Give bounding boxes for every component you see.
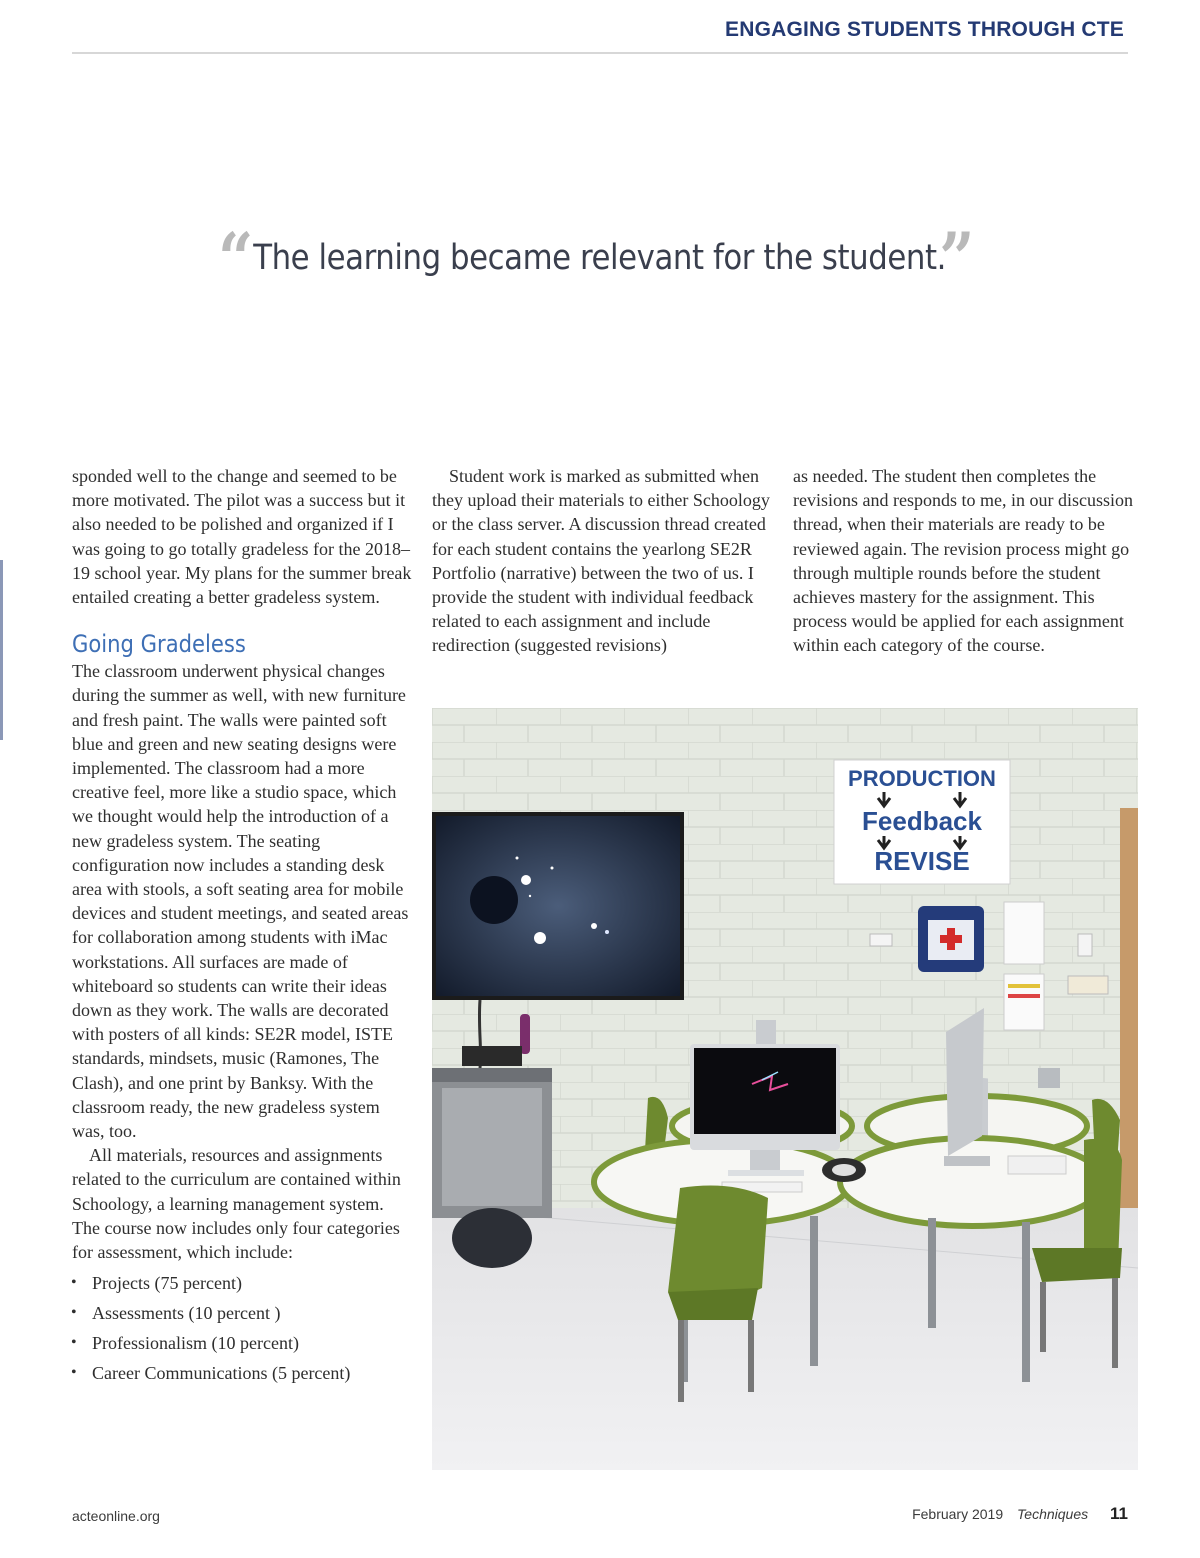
pull-quote — [0, 217, 1200, 300]
column-1 — [72, 464, 412, 1388]
column-3 — [793, 464, 1133, 658]
assessment-category-list — [72, 1268, 412, 1388]
list-item: • Projects (75 percent) — [72, 1268, 412, 1298]
column-1-paragraph-2: The classroom underwent physical changes during the summer as well, with new furniture and fresh paint. The walls were painted soft blue and green and new seating designs were implemented. The classroom had a more creative feel, more like a studio space, which we thought would help the introduction of a new gradeless system. The seating configuration now includes a standing desk area with stools, a soft seating area for mobile devices and student meetings, and seated areas for collaboration among students with iMac workstations. All surfaces are made of whiteboard so students can write their ideas down as they work. The walls are decorated with posters of all kinds: SE2R model, ISTE standards, mindsets, music (Ramones, The Clash), and one print by Banksy. With the classroom ready, the new gradeless system was, too. — [72, 661, 409, 1142]
footer-magazine-name: Techniques — [1017, 1506, 1089, 1522]
edge-marker — [0, 560, 3, 740]
page-number: 11 — [1110, 1504, 1128, 1523]
list-item: • Career Communications (5 percent) — [72, 1358, 412, 1388]
front-chair — [668, 1186, 768, 1300]
pull-quote-body — [218, 217, 975, 300]
poster-line-1: PRODUCTION — [848, 766, 996, 791]
list-item: • Assessments (10 percent ) — [72, 1298, 412, 1328]
classroom-photo — [432, 708, 1138, 1470]
classroom-illustration — [432, 708, 1138, 1470]
header-divider — [72, 52, 1128, 54]
poster-line-2: Feedback — [862, 806, 982, 836]
column-1-paragraph-3: All materials, resources and assignments related to the curriculum are contained within Schoology, a learning management system. The course now includes only four categories for assessment, which include: — [72, 1145, 401, 1263]
column-2 — [432, 464, 772, 658]
column-2-paragraph-1: Student work is marked as submitted when they upload their materials to either Schoology or the class server. A discussion thread created for each student contains the yearlong SE2R Portfolio (narrative) between the two of us. I provide the student with individual feedback related to each assignment and include redirection (suggested revisions) — [432, 466, 770, 656]
door-frame — [1120, 808, 1138, 1278]
section-heading: Going Gradeless — [72, 630, 246, 659]
open-quote-icon: “ — [218, 217, 254, 300]
pull-quote-text: The learning became relevant for the student. — [253, 238, 947, 278]
column-1-paragraph-1: sponded well to the change and seemed to be more motivated. The pilot was a success but it also needed to be polished and organized if I was going to go totally gradeless for the 2018–19 school year. My plans for the summer break entailed creating a better gradeless system. — [72, 466, 412, 608]
poster-line-3: REVISE — [874, 846, 970, 876]
footer-date: February 2019 — [912, 1506, 1004, 1522]
list-item: • Professionalism (10 percent) — [72, 1328, 412, 1358]
footer-info — [912, 1504, 1128, 1524]
footer-website: acteonline.org — [72, 1508, 160, 1524]
column-3-paragraph-1: as needed. The student then completes the revisions and responds to me, in our discussion thread, when their materials are ready to be reviewed again. The revision process might go through multiple rounds before the student achieves mastery for the assignment. This process would be applied for each assignment within each category of the course. — [793, 466, 1133, 656]
floor — [432, 1208, 1138, 1470]
close-quote-icon: ” — [939, 217, 975, 300]
running-header: ENGAGING STUDENTS THROUGH CTE — [725, 18, 1124, 41]
